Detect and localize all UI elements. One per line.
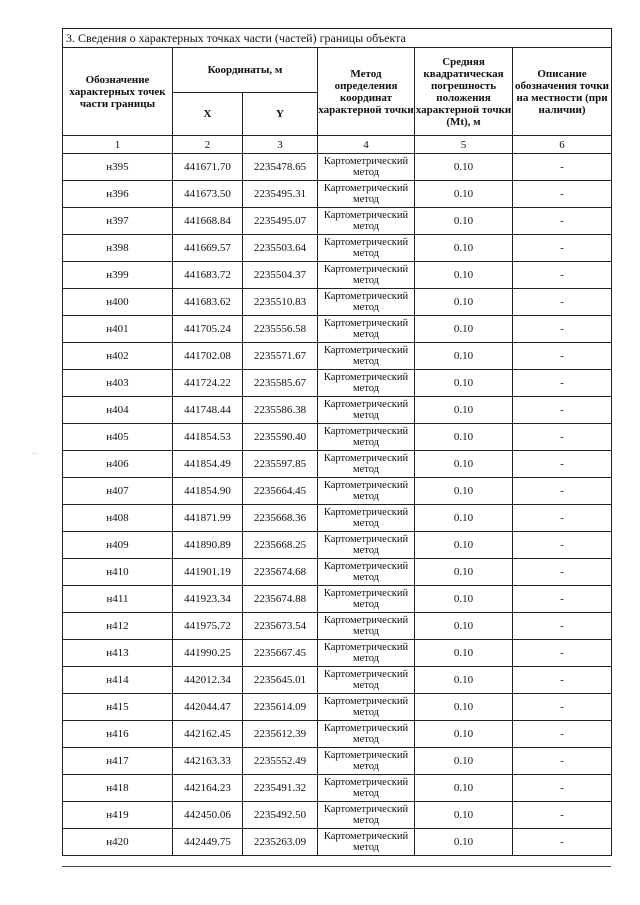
position-error: 0.10 — [415, 397, 513, 424]
determination-method: Картометрический метод — [318, 802, 415, 829]
coordinate-y: 2235263.09 — [243, 829, 318, 856]
point-designation: н407 — [63, 478, 173, 505]
position-error: 0.10 — [415, 586, 513, 613]
coordinate-x: 441748.44 — [173, 397, 243, 424]
point-description: - — [513, 316, 612, 343]
position-error: 0.10 — [415, 343, 513, 370]
coordinate-x: 441705.24 — [173, 316, 243, 343]
determination-method: Картометрический метод — [318, 613, 415, 640]
coordinate-x: 441668.84 — [173, 208, 243, 235]
position-error: 0.10 — [415, 451, 513, 478]
coordinate-x: 441854.49 — [173, 451, 243, 478]
point-description: - — [513, 289, 612, 316]
coordinate-x: 442450.06 — [173, 802, 243, 829]
point-description: - — [513, 532, 612, 559]
determination-method: Картометрический метод — [318, 829, 415, 856]
header-error: Средняя квадратическая погрешность положения характерной точки (Mt), м — [415, 48, 513, 136]
coordinate-x: 441975.72 — [173, 613, 243, 640]
determination-method: Картометрический метод — [318, 181, 415, 208]
position-error: 0.10 — [415, 721, 513, 748]
determination-method: Картометрический метод — [318, 532, 415, 559]
table-row — [63, 829, 612, 856]
determination-method: Картометрический метод — [318, 235, 415, 262]
determination-method: Картометрический метод — [318, 775, 415, 802]
coordinate-x: 441901.19 — [173, 559, 243, 586]
coordinate-x: 441923.34 — [173, 586, 243, 613]
position-error: 0.10 — [415, 532, 513, 559]
table-row — [63, 424, 612, 451]
header-row-1 — [63, 48, 612, 93]
column-number: 3 — [243, 136, 318, 154]
table-row — [63, 559, 612, 586]
position-error: 0.10 — [415, 424, 513, 451]
table-row — [63, 235, 612, 262]
point-designation: н399 — [63, 262, 173, 289]
determination-method: Картометрический метод — [318, 208, 415, 235]
point-designation: н416 — [63, 721, 173, 748]
coordinate-y: 2235585.67 — [243, 370, 318, 397]
footer-divider — [62, 866, 611, 867]
position-error: 0.10 — [415, 802, 513, 829]
coordinate-y: 2235673.54 — [243, 613, 318, 640]
point-designation: н398 — [63, 235, 173, 262]
position-error: 0.10 — [415, 829, 513, 856]
position-error: 0.10 — [415, 316, 513, 343]
point-description: - — [513, 667, 612, 694]
coordinate-x: 441673.50 — [173, 181, 243, 208]
boundary-points-table — [62, 28, 612, 856]
coordinate-x: 442164.23 — [173, 775, 243, 802]
point-description: - — [513, 721, 612, 748]
point-designation: н403 — [63, 370, 173, 397]
coordinate-y: 2235556.58 — [243, 316, 318, 343]
determination-method: Картометрический метод — [318, 316, 415, 343]
column-number: 6 — [513, 136, 612, 154]
coordinate-x: 441854.53 — [173, 424, 243, 451]
determination-method: Картометрический метод — [318, 451, 415, 478]
point-description: - — [513, 262, 612, 289]
coordinate-y: 2235495.31 — [243, 181, 318, 208]
coordinate-x: 441702.08 — [173, 343, 243, 370]
table-row — [63, 613, 612, 640]
table-row — [63, 586, 612, 613]
coordinate-x: 441669.57 — [173, 235, 243, 262]
coordinate-x: 441724.22 — [173, 370, 243, 397]
point-description: - — [513, 694, 612, 721]
header-method: Метод определения координат характерной точки — [318, 48, 415, 136]
table-row — [63, 370, 612, 397]
point-description: - — [513, 748, 612, 775]
table-row — [63, 802, 612, 829]
determination-method: Картометрический метод — [318, 397, 415, 424]
determination-method: Картометрический метод — [318, 694, 415, 721]
coordinate-x: 442449.75 — [173, 829, 243, 856]
column-number: 2 — [173, 136, 243, 154]
coordinate-y: 2235645.01 — [243, 667, 318, 694]
coordinate-y: 2235503.64 — [243, 235, 318, 262]
coordinate-x: 442162.45 — [173, 721, 243, 748]
position-error: 0.10 — [415, 640, 513, 667]
coordinate-y: 2235597.85 — [243, 451, 318, 478]
determination-method: Картометрический метод — [318, 505, 415, 532]
determination-method: Картометрический метод — [318, 640, 415, 667]
position-error: 0.10 — [415, 208, 513, 235]
coordinate-y: 2235552.49 — [243, 748, 318, 775]
coordinate-x: 442044.47 — [173, 694, 243, 721]
position-error: 0.10 — [415, 235, 513, 262]
point-designation: н409 — [63, 532, 173, 559]
point-designation: н406 — [63, 451, 173, 478]
coordinate-y: 2235668.25 — [243, 532, 318, 559]
coordinate-y: 2235492.50 — [243, 802, 318, 829]
point-designation: н418 — [63, 775, 173, 802]
table-row — [63, 451, 612, 478]
table-row — [63, 640, 612, 667]
point-designation: н410 — [63, 559, 173, 586]
point-description: - — [513, 397, 612, 424]
coordinate-y: 2235664.45 — [243, 478, 318, 505]
position-error: 0.10 — [415, 613, 513, 640]
point-designation: н404 — [63, 397, 173, 424]
table-row — [63, 532, 612, 559]
coordinate-x: 441890.89 — [173, 532, 243, 559]
table-row — [63, 289, 612, 316]
point-description: - — [513, 424, 612, 451]
table-row — [63, 316, 612, 343]
determination-method: Картометрический метод — [318, 667, 415, 694]
table-row — [63, 208, 612, 235]
margin-mark: — — [32, 451, 38, 457]
point-description: - — [513, 775, 612, 802]
coordinate-y: 2235504.37 — [243, 262, 318, 289]
header-y: Y — [243, 93, 318, 136]
table-row — [63, 397, 612, 424]
point-description: - — [513, 154, 612, 181]
point-designation: н411 — [63, 586, 173, 613]
coordinate-x: 441990.25 — [173, 640, 243, 667]
point-description: - — [513, 181, 612, 208]
point-designation: н402 — [63, 343, 173, 370]
point-description: - — [513, 343, 612, 370]
table-row — [63, 262, 612, 289]
coordinate-y: 2235612.39 — [243, 721, 318, 748]
determination-method: Картометрический метод — [318, 424, 415, 451]
point-designation: н417 — [63, 748, 173, 775]
table-row — [63, 748, 612, 775]
point-designation: н415 — [63, 694, 173, 721]
determination-method: Картометрический метод — [318, 748, 415, 775]
determination-method: Картометрический метод — [318, 721, 415, 748]
point-description: - — [513, 640, 612, 667]
position-error: 0.10 — [415, 478, 513, 505]
position-error: 0.10 — [415, 559, 513, 586]
table-row — [63, 343, 612, 370]
document-page — [62, 28, 611, 856]
header-description: Описание обозначения точки на местности (при наличии) — [513, 48, 612, 136]
table-row — [63, 694, 612, 721]
point-designation: н408 — [63, 505, 173, 532]
column-number: 1 — [63, 136, 173, 154]
coordinate-x: 441683.72 — [173, 262, 243, 289]
determination-method: Картометрический метод — [318, 370, 415, 397]
coordinate-x: 441683.62 — [173, 289, 243, 316]
position-error: 0.10 — [415, 370, 513, 397]
table-caption: 3. Сведения о характерных точках части (частей) границы объекта — [63, 29, 612, 48]
point-designation: н419 — [63, 802, 173, 829]
position-error: 0.10 — [415, 748, 513, 775]
coordinate-y: 2235590.40 — [243, 424, 318, 451]
coordinate-x: 441671.70 — [173, 154, 243, 181]
coordinate-y: 2235668.36 — [243, 505, 318, 532]
point-designation: н396 — [63, 181, 173, 208]
header-designation: Обозначение характерных точек части границы — [63, 48, 173, 136]
determination-method: Картометрический метод — [318, 262, 415, 289]
header-coordinates: Координаты, м — [173, 48, 318, 93]
coordinate-y: 2235491.32 — [243, 775, 318, 802]
position-error: 0.10 — [415, 181, 513, 208]
point-designation: н413 — [63, 640, 173, 667]
table-row — [63, 505, 612, 532]
determination-method: Картометрический метод — [318, 289, 415, 316]
column-number: 5 — [415, 136, 513, 154]
position-error: 0.10 — [415, 289, 513, 316]
table-row — [63, 181, 612, 208]
coordinate-x: 442163.33 — [173, 748, 243, 775]
header-x: X — [173, 93, 243, 136]
point-designation: н414 — [63, 667, 173, 694]
point-description: - — [513, 802, 612, 829]
coordinate-y: 2235571.67 — [243, 343, 318, 370]
position-error: 0.10 — [415, 775, 513, 802]
point-description: - — [513, 370, 612, 397]
point-description: - — [513, 505, 612, 532]
point-description: - — [513, 613, 612, 640]
coordinate-x: 441871.99 — [173, 505, 243, 532]
position-error: 0.10 — [415, 154, 513, 181]
coordinate-y: 2235586.38 — [243, 397, 318, 424]
table-row — [63, 478, 612, 505]
point-description: - — [513, 829, 612, 856]
coordinate-y: 2235667.45 — [243, 640, 318, 667]
point-description: - — [513, 559, 612, 586]
point-description: - — [513, 208, 612, 235]
point-designation: н400 — [63, 289, 173, 316]
point-designation: н397 — [63, 208, 173, 235]
point-description: - — [513, 478, 612, 505]
point-designation: н412 — [63, 613, 173, 640]
coordinate-y: 2235510.83 — [243, 289, 318, 316]
determination-method: Картометрический метод — [318, 478, 415, 505]
table-row — [63, 721, 612, 748]
coordinate-y: 2235674.68 — [243, 559, 318, 586]
coordinate-x: 442012.34 — [173, 667, 243, 694]
coordinate-y: 2235614.09 — [243, 694, 318, 721]
coordinate-y: 2235674.88 — [243, 586, 318, 613]
coordinate-y: 2235495.07 — [243, 208, 318, 235]
point-description: - — [513, 586, 612, 613]
determination-method: Картометрический метод — [318, 154, 415, 181]
column-number: 4 — [318, 136, 415, 154]
table-row — [63, 775, 612, 802]
position-error: 0.10 — [415, 505, 513, 532]
position-error: 0.10 — [415, 694, 513, 721]
coordinate-x: 441854.90 — [173, 478, 243, 505]
position-error: 0.10 — [415, 262, 513, 289]
determination-method: Картометрический метод — [318, 343, 415, 370]
point-designation: н420 — [63, 829, 173, 856]
table-row — [63, 667, 612, 694]
point-designation: н395 — [63, 154, 173, 181]
table-caption-row — [63, 29, 612, 48]
determination-method: Картометрический метод — [318, 559, 415, 586]
point-designation: н405 — [63, 424, 173, 451]
determination-method: Картометрический метод — [318, 586, 415, 613]
point-description: - — [513, 451, 612, 478]
point-description: - — [513, 235, 612, 262]
point-designation: н401 — [63, 316, 173, 343]
table-row — [63, 154, 612, 181]
column-number-row — [63, 136, 612, 154]
coordinate-y: 2235478.65 — [243, 154, 318, 181]
position-error: 0.10 — [415, 667, 513, 694]
